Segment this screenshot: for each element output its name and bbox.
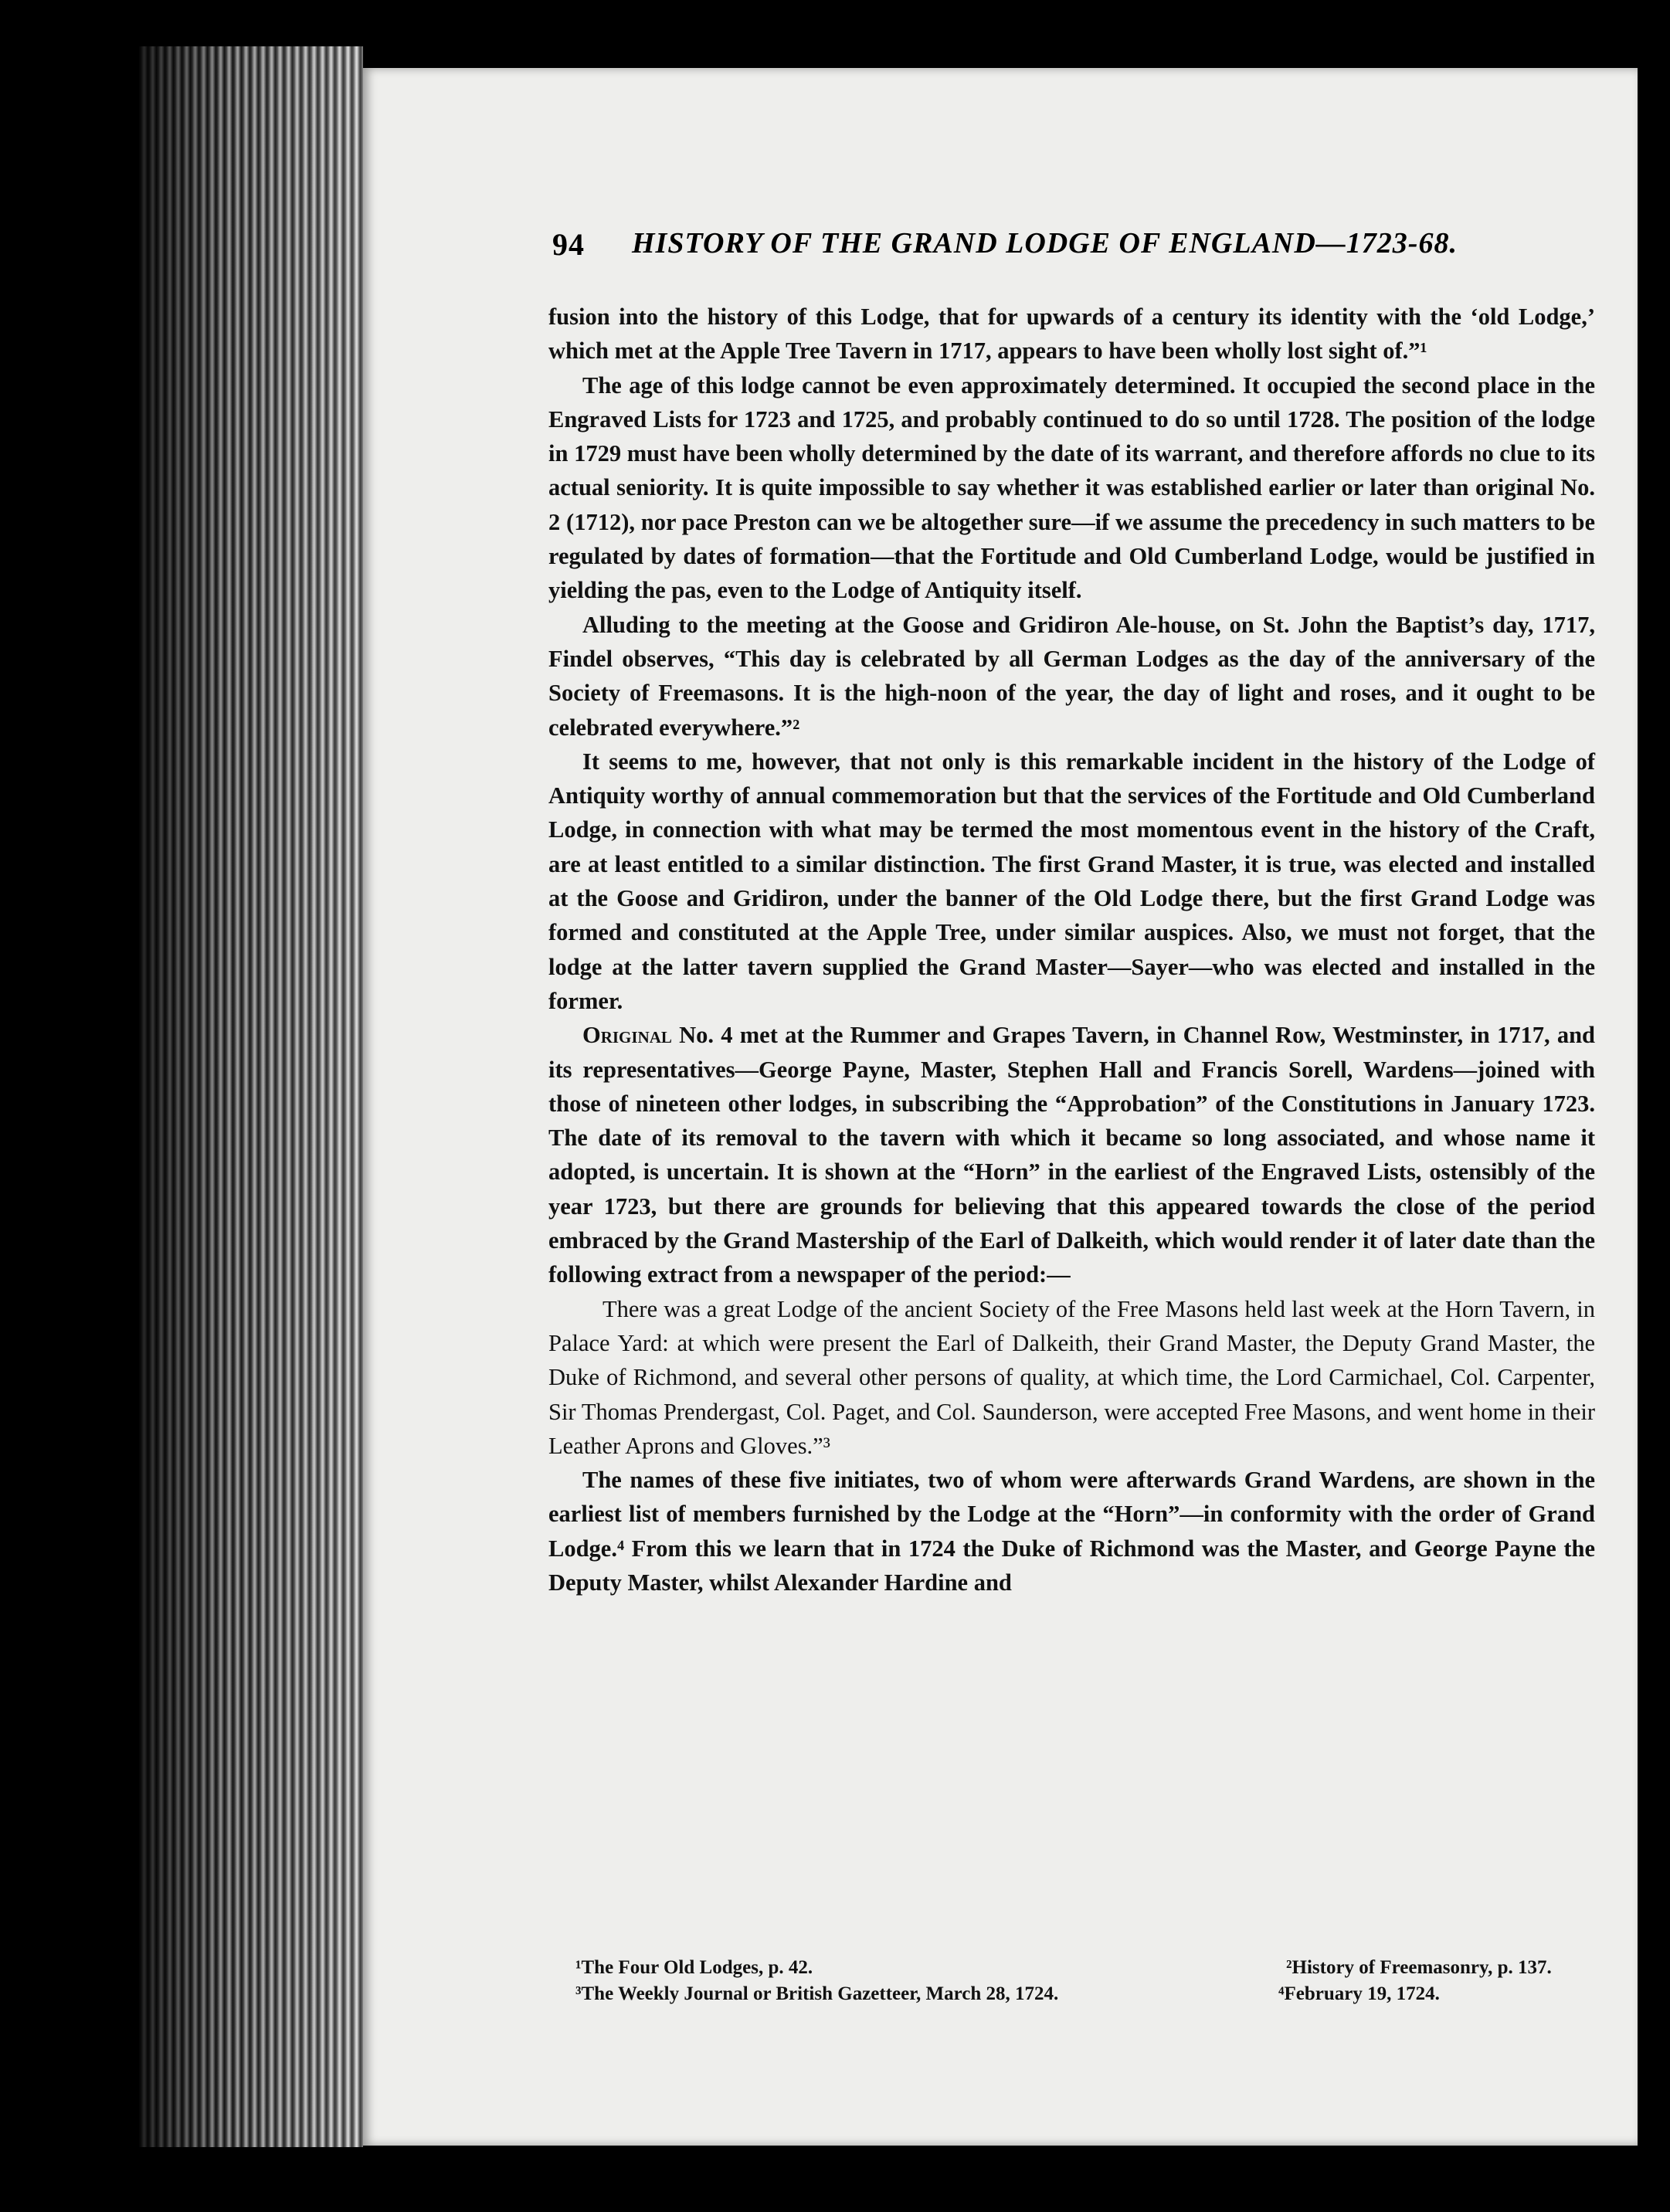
original-label: Original	[582, 1022, 672, 1049]
paragraph-findel: Alluding to the meeting at the Goose and Gridiron Ale-house, on St. John the Baptist’s day, 1717, Findel observes, “This day is celebrated by all German Lodges as the day of the anniversary of the Society of Freemasons. It is the high-noon of the year, the day of light and roses, and it ought to be celebrated everywhere.”²	[548, 611, 1595, 741]
running-header	[552, 226, 1603, 273]
newspaper-quote: There was a great Lodge of the ancient Society of the Free Masons held last week at the Horn Tavern, in Palace Yard: at which were present the Earl of Dalkeith, their Grand Master, the Deputy Grand Master, the Duke of Richmond, and several other persons of quality, at which time, the Lord Carmichael, Col. Carpenter, Sir Thomas Prendergast, Col. Paget, and Col. Saunderson, were accepted Free Masons, and went home in their Leather Aprons and Gloves.”³	[548, 1295, 1595, 1459]
footnote-3: ³The Weekly Journal or British Gazetteer, March 28, 1724.	[575, 1983, 1059, 2004]
footnote-row-1	[575, 1955, 1603, 1981]
running-title: HISTORY OF THE GRAND LODGE OF ENGLAND—1723-68.	[632, 227, 1458, 260]
paragraph-commemoration: It seems to me, however, that not only is this remarkable incident in the history of the Lodge of Antiquity worthy of annual commemoration but that the services of the Fortitude and Old Cumberland Lodge, in connection with what may be termed the most momentous event in the history of the Craft, are at least entitled to a similar distinction. The first Grand Master, it is true, was elected and installed at the Goose and Gridiron, under the banner of the Old Lodge there, but the first Grand Lodge was formed and constituted at the Apple Tree, under similar auspices. Also, we must not forget, that the lodge at the latter tavern supplied the Grand Master—Sayer—who was elected and installed in the former.	[548, 748, 1595, 1014]
footnote-row-2	[575, 1981, 1603, 2007]
body-text	[548, 300, 1595, 1600]
footnotes	[575, 1955, 1603, 2007]
footnote-4: ⁴February 19, 1724.	[1278, 1983, 1440, 2004]
paragraph-continuation: fusion into the history of this Lodge, that for upwards of a century its identity with the ‘old Lodge,’ which met at the Apple Tree Tavern in 1717, appears to have been wholly lost sight of.”¹	[548, 304, 1595, 365]
paragraph-original-no-4	[548, 1018, 1595, 1291]
paragraph-original-no-4-text: No. 4 met at the Rummer and Grapes Tavern, in Channel Row, Westminster, in 1717, and its representatives—George Payne, Master, Stephen Hall and Francis Sorell, Wardens—joined with those of nineteen other lodges, in subscribing the “Approbation” of the Constitutions in January 1723. The date of its removal to the tavern with which it became so long associated, and whose name it adopted, is uncertain. It is shown at the “Horn” in the earliest of the Engraved Lists, ostensibly of the year 1723, but there are grounds for believing that this appeared towards the close of the period embraced by the Grand Mastership of the Earl of Dalkeith, which would render it of later date than the following extract from a newspaper of the period:—	[548, 1022, 1596, 1288]
paragraph-initiates: The names of these five initiates, two of whom were afterwards Grand Wardens, are shown in the earliest list of members furnished by the Lodge at the “Horn”—in conformity with the order of Grand Lodge.⁴ From this we learn that in 1724 the Duke of Richmond was the Master, and George Payne the Deputy Master, whilst Alexander Hardine and	[548, 1467, 1595, 1596]
paragraph-age-of-lodge: The age of this lodge cannot be even approximately determined. It occupied the second place in the Engraved Lists for 1723 and 1725, and probably continued to do so until 1728. The position of the lodge in 1729 must have been wholly determined by the date of its warrant, and therefore affords no clue to its actual seniority. It is quite impossible to say whether it was established earlier or later than original No. 2 (1712), nor pace Preston can we be altogether sure—if we assume the precedency in such matters to be regulated by dates of formation—that the Fortitude and Old Cumberland Lodge, would be justified in yielding the pas, even to the Lodge of Antiquity itself.	[548, 371, 1595, 604]
footnote-2: ²History of Freemasonry, p. 137.	[1286, 1957, 1552, 1978]
book-page	[363, 68, 1638, 2146]
page-number: 94	[552, 227, 585, 262]
footnote-1: ¹The Four Old Lodges, p. 42.	[575, 1957, 813, 1978]
page-gutter-shadow	[139, 46, 363, 2147]
